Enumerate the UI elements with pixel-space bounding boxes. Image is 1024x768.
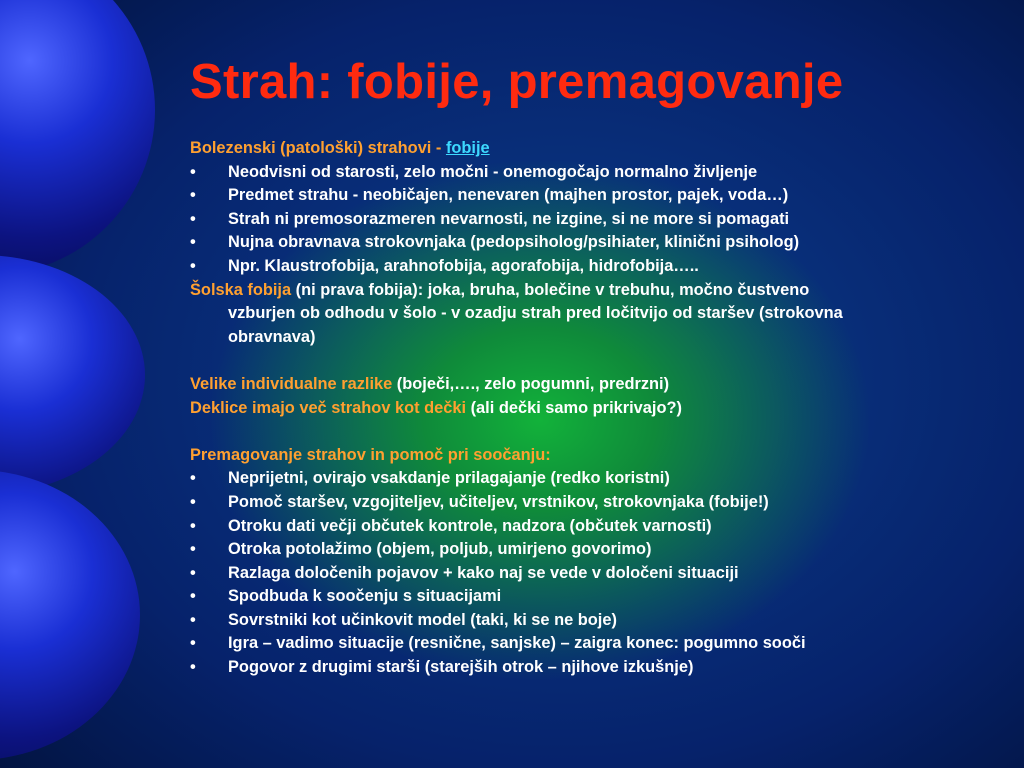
slide-content xyxy=(190,137,990,680)
list-item-text: Otroka potolažimo (objem, poljub, umirjeno govorimo) xyxy=(228,540,652,559)
list-item xyxy=(190,231,990,255)
list-item xyxy=(190,585,990,609)
bullet-dot-icon: • xyxy=(190,233,196,252)
spacer xyxy=(190,420,990,444)
phobias-heading xyxy=(190,137,990,161)
school-phobia-text-2: vzburjen ob odhodu v šolo - v ozadju strah pred ločitvijo od staršev (strokovna xyxy=(228,304,843,323)
school-phobia-paragraph xyxy=(190,279,990,350)
school-phobia-label: Šolska fobija xyxy=(190,280,292,299)
list-item xyxy=(190,467,990,491)
list-item-text: Neprijetni, ovirajo vsakdanje prilagajanje (redko koristni) xyxy=(228,469,670,488)
list-item xyxy=(190,515,990,539)
bullet-dot-icon: • xyxy=(190,492,196,511)
bullet-dot-icon: • xyxy=(190,610,196,629)
bullet-dot-icon: • xyxy=(190,516,196,535)
overcoming-heading: Premagovanje strahov in pomoč pri soočanju: xyxy=(190,445,551,464)
decorative-sphere-middle xyxy=(0,255,145,495)
bullet-dot-icon: • xyxy=(190,186,196,205)
list-item-text: Razlaga določenih pojavov + kako naj se vede v določeni situaciji xyxy=(228,563,739,582)
bullet-dot-icon: • xyxy=(190,658,196,677)
list-item xyxy=(190,255,990,279)
list-item xyxy=(190,161,990,185)
list-item-text: Neodvisni od starosti, zelo močni - onemogočajo normalno življenje xyxy=(228,162,758,181)
list-item-text: Pogovor z drugimi starši (starejših otrok – njihove izkušnje) xyxy=(228,658,694,677)
list-item-text: Sovrstniki kot učinkovit model (taki, ki se ne boje) xyxy=(228,610,617,629)
list-item-text: Npr. Klaustrofobija, arahnofobija, agorafobija, hidrofobija….. xyxy=(228,256,699,275)
slide-title: Strah: fobije, premagovanje xyxy=(190,55,844,109)
individual-differences-label: Velike individualne razlike xyxy=(190,374,393,393)
bullet-dot-icon: • xyxy=(190,256,196,275)
list-item-text: Nujna obravnava strokovnjaka (pedopsiholog/psihiater, klinični psiholog) xyxy=(228,233,800,252)
spacer xyxy=(190,349,990,373)
school-phobia-text-1: (ni prava fobija): joka, bruha, bolečine v trebuhu, močno čustveno xyxy=(291,280,810,299)
list-item xyxy=(190,184,990,208)
list-item-text: Spodbuda k soočenju s situacijami xyxy=(228,587,502,606)
list-item xyxy=(190,562,990,586)
girls-fears-text: (ali dečki samo prikrivajo?) xyxy=(466,398,682,417)
phobias-link[interactable]: fobije xyxy=(445,139,490,157)
list-item xyxy=(190,208,990,232)
girls-fears-label: Deklice imajo več strahov kot dečki xyxy=(190,398,467,417)
bullet-dot-icon: • xyxy=(190,162,196,181)
bullet-dot-icon: • xyxy=(190,563,196,582)
school-phobia-text-3: obravnava) xyxy=(228,327,316,346)
bullet-dot-icon: • xyxy=(190,469,196,488)
list-item xyxy=(190,609,990,633)
bullet-dot-icon: • xyxy=(190,634,196,653)
phobias-heading-text: Bolezenski (patološki) strahovi - xyxy=(190,139,446,157)
bullet-dot-icon: • xyxy=(190,540,196,559)
individual-differences-text: (boječi,…., zelo pogumni, predrzni) xyxy=(392,374,670,393)
decorative-sphere-bottom xyxy=(0,470,140,760)
bullet-dot-icon: • xyxy=(190,209,196,228)
girls-fears-line xyxy=(190,397,990,421)
list-item xyxy=(190,632,990,656)
list-item-text: Strah ni premosorazmeren nevarnosti, ne izgine, si ne more si pomagati xyxy=(228,209,790,228)
list-item-text: Otroku dati večji občutek kontrole, nadzora (občutek varnosti) xyxy=(228,516,712,535)
list-item xyxy=(190,656,990,680)
list-item-text: Predmet strahu - neobičajen, nenevaren (majhen prostor, pajek, voda…) xyxy=(228,186,789,205)
list-item-text: Igra – vadimo situacije (resnične, sanjske) – zaigra konec: pogumno sooči xyxy=(228,634,806,653)
list-item xyxy=(190,491,990,515)
list-item xyxy=(190,538,990,562)
bullet-dot-icon: • xyxy=(190,587,196,606)
individual-differences-line xyxy=(190,373,990,397)
list-item-text: Pomoč staršev, vzgojiteljev, učiteljev, vrstnikov, strokovnjaka (fobije!) xyxy=(228,492,769,511)
decorative-sphere-top xyxy=(0,0,155,275)
